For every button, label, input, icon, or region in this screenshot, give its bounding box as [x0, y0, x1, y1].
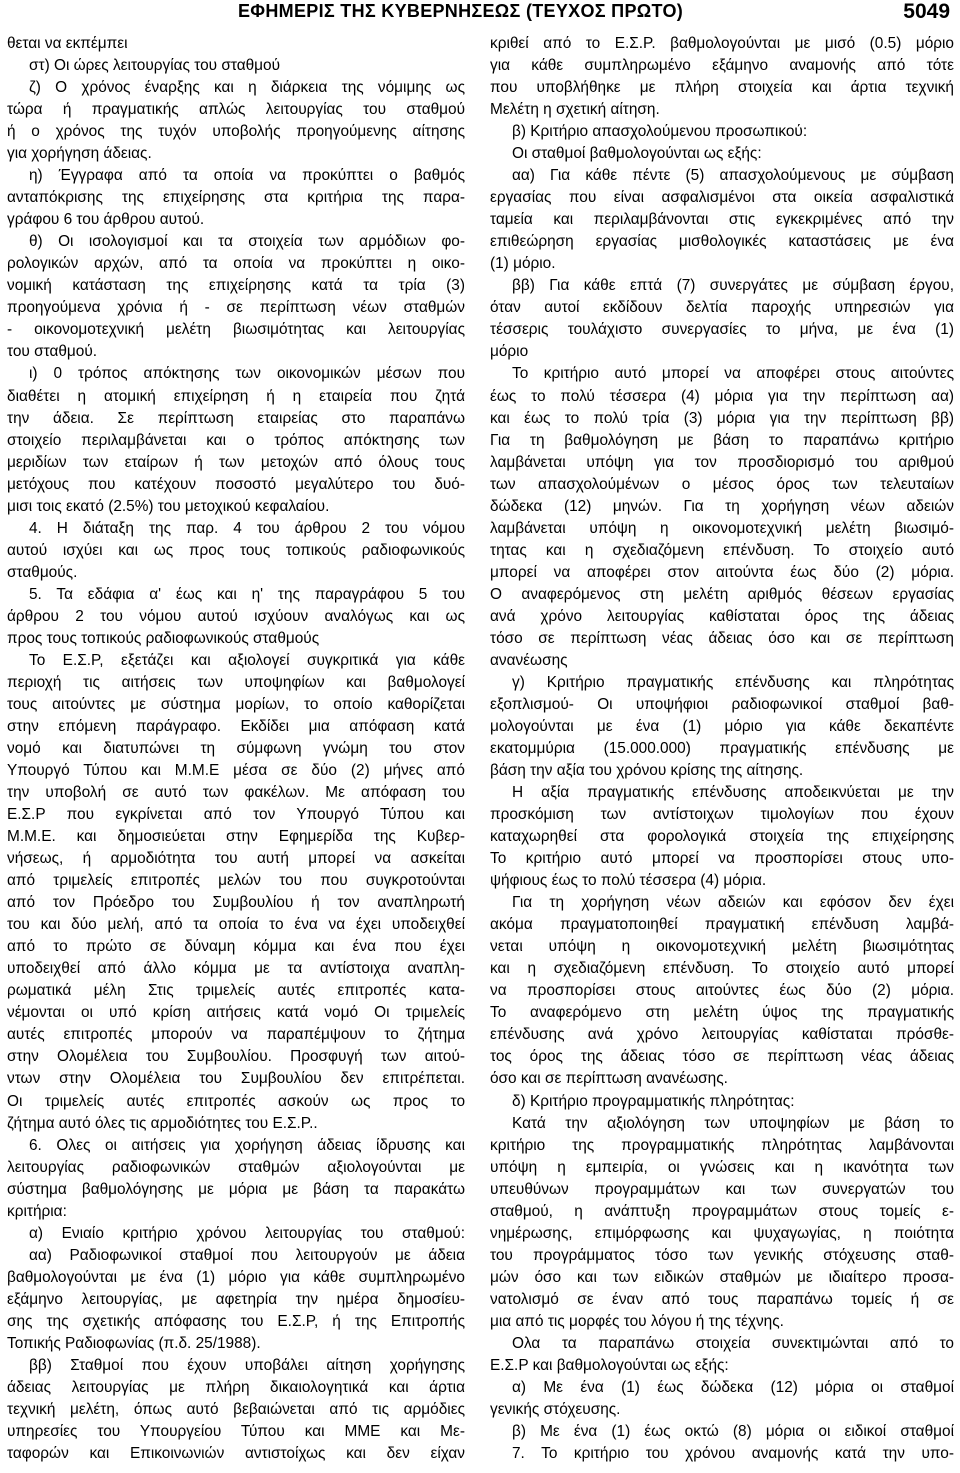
- text-line: Υπουργό Τύπου και Μ.Μ.Ε μέσα σε δύο (2) μήνες από: [7, 762, 465, 780]
- text-line: στην Ολομέλεια του Συμβουλίου. Προσφυγή των αιτού-: [7, 1048, 465, 1066]
- text-line: υποδειχθεί από άλλο κόμμα με τα αντίστοιχα αναπλη-: [7, 960, 465, 978]
- text-line: ντων στην Ολομέλεια του Συμβουλίου δεν επιτρέπεται.: [7, 1070, 465, 1088]
- text-line: εξοπλισμού- Οι υποψήφιοι ραδιοφωνικοί σταθμοί βαθ-: [490, 695, 954, 713]
- text-line: νομική κατάσταση της επιχείρησης κατά τα τρία (3): [7, 277, 465, 295]
- text-line: σης της σχετικής απόφασης του Ε.Σ.Ρ, ή της Επιτροπής: [7, 1312, 465, 1330]
- text-line: Για τη χορήγηση νέων αδειών και εφόσον δεν έχει: [512, 894, 954, 912]
- text-line: του και δύο μελή, από τα οποία το ένα να έχει υποδειχθεί: [7, 916, 465, 934]
- text-line: εκατομμύρια (15.000.000) πραγματικής επένδυσης με: [490, 740, 954, 757]
- text-line: την υποβολή σε αυτό των φακέλων. Με απόφαση του: [7, 784, 465, 802]
- text-line: νατολισμό σε έναν από τους παραπάνω τομείς ή σε: [490, 1290, 954, 1308]
- text-line: ανά χρόνο λειτουργίας καθίσταται όρος της άδειας: [490, 607, 954, 625]
- text-line: να προσπορίσει στους αιτούντες έως δύο (2) μόρια.: [490, 982, 954, 1000]
- text-line: την άδεια. Σε περίπτωση εταιρείας στο παραπάνω: [7, 409, 465, 427]
- text-line: μόριο: [490, 343, 529, 361]
- text-line: Ε.Σ.Ρ και βαθμολογούνται ως εξής:: [490, 1356, 729, 1374]
- text-line: Τοπικής Ραδιοφωνίας (π.δ. 25/1988).: [7, 1334, 261, 1352]
- text-line: λειτουργίας ραδιοφωνικών σταθμών αξιολογούνται με: [7, 1158, 465, 1176]
- text-line: προηγούμενα χρόνια ή - σε περίπτωση νέων σταθμών: [7, 299, 465, 317]
- text-line: - οικονομοτεχνική μελέτη βιωσιμότητας και λειτουργίας: [7, 321, 465, 339]
- page-header: [0, 0, 960, 34]
- text-line: Μελέτη η σχετική αίτηση.: [490, 101, 660, 119]
- text-line: νέμονται οι υπό κρίση αιτήσεις κατά νομό Οι τριμελείς: [7, 1004, 465, 1022]
- text-line: προσκόμιση των αντίστοιχων τιμολογίων που έχουν: [490, 806, 954, 824]
- text-line: προς τους τοπικούς ραδιοφωνικούς σταθμούς: [7, 629, 320, 647]
- text-line: ρολογικών αρχών, από τα οποία να προκύπτει η οικο-: [7, 255, 465, 273]
- text-line: όταν αυτοί εκδίδουν δελτία παροχής υπηρεσιών για: [490, 299, 954, 317]
- text-line: ι) 0 τρόπος απόκτησης των οικονομικών μέσων που: [29, 365, 465, 383]
- text-line: του σταθμού.: [7, 343, 98, 361]
- text-line: ταμεία και περιλαμβάνονται στις εγκεκριμένες από την: [490, 211, 954, 229]
- page-number: 5049: [903, 0, 950, 23]
- gazette-title: ΕΦΗΜΕΡΙΣ ΤΗΣ ΚΥΒΕΡΝΗΣΕΩΣ (ΤΕΥΧΟΣ ΠΡΩΤΟ): [238, 1, 684, 21]
- text-line: αα) Για κάθε πέντε (5) απασχολούμενους με σύμβαση: [512, 167, 954, 185]
- text-line: αυτού ισχύει και ως προς τους τοπικούς ραδιοφωνικούς: [7, 541, 465, 559]
- text-line: βάση την αξία του χρόνου κρίσης της αίτησης.: [490, 762, 804, 780]
- text-line: ψήφιους έως το πολύ τέσσερα (4) μόρια.: [490, 872, 767, 890]
- text-line: τητας και η σχεδιαζόμενη επένδυση. Το στοιχείο αυτό: [490, 541, 954, 559]
- text-line: Κατά την αξιολόγηση των υποψηφίων με βάση το: [512, 1114, 954, 1132]
- text-line: Ολα τα παραπάνω στοιχεία συνεκτιμώνται από το: [512, 1334, 954, 1352]
- text-line: λαμβάνεται υπόψη για τον προσδιορισμό του αριθμού: [490, 453, 954, 471]
- text-line: γ) Κριτήριο πραγματικής επένδυσης και πληρότητας: [512, 673, 954, 691]
- text-line: υπόψη η εμπειρία, οι γνώσεις και η ικανότητα των: [490, 1158, 954, 1176]
- text-line: κριθεί από το Ε.Σ.Ρ. βαθμολογούνται με μισό (0.5) μόριο: [490, 35, 954, 52]
- text-line: γενικής στόχευσης.: [490, 1400, 621, 1418]
- text-line: για χορήγηση άδειας.: [7, 145, 152, 163]
- text-line: τος όρος της άδειας τόσο σε περίπτωση νέας άδειας: [490, 1048, 954, 1066]
- text-line: κριτήρια:: [7, 1202, 67, 1220]
- text-line: 7. Το κριτήριο του χρόνου αναμονής κατά την υπο-: [512, 1445, 954, 1462]
- text-line: Το αναφερόμενο στη μελέτη ύψος της πραγματικής: [490, 1004, 954, 1022]
- text-line: ακόμα πραγματοποιηθεί πραγματική επένδυση λαμβά-: [490, 916, 954, 934]
- text-line: δώδεκα (12) μηνών. Για τη χορήγηση νέων αδειών: [490, 497, 954, 515]
- text-line: επιθεώρηση εργασίας μισθολογικές καταστάσεις με ένα: [490, 233, 954, 251]
- text-line: για κάθε συμπληρωμένο εξάμηνο αναμονής από τότε: [490, 57, 954, 75]
- text-line: ζήτημα αυτό όλες τις αρμοδιότητες του Ε.Σ.Ρ..: [7, 1114, 318, 1132]
- text-line: Ο αναφερόμενος στη μελέτη αριθμός θέσεων εργασίας: [490, 585, 954, 603]
- text-line: τους αιτούντες με σύστημα μορίων, το οποίο καθορίζεται: [7, 695, 465, 713]
- text-line: από τον Πρόεδρο του Συμβουλίου ή τον αναπληρωτή: [7, 894, 465, 912]
- text-line: η) Έγγραφα από τα οποία να προκύπτει ο βαθμός: [29, 167, 465, 185]
- text-line: Ε.Σ.Ρ που εγκρίνεται από τον Υπουργό Τύπου και: [7, 806, 465, 824]
- text-line: νεται υπόψη η οικονομοτεχνική μελέτη βιωσιμότητας: [490, 938, 954, 956]
- text-line: ή ο χρόνος της τυχόν υποβολής προηγούμενης αίτησης: [7, 123, 465, 141]
- text-line: επένδυσης ανά χρόνο λειτουργίας καθίσταται πρόσθε-: [490, 1026, 954, 1044]
- text-line: σταθμού, η ανάπτυξη προγραμμάτων στους τομείς ε-: [490, 1202, 954, 1220]
- text-line: ανανέωσης: [490, 651, 568, 669]
- text-line: κριτήριο της προγραμματικής πληρότητας λαμβάνονται: [490, 1136, 954, 1154]
- text-line: αυτές επιτροπές μπορούν να παραπέμψουν το ζήτημα: [7, 1026, 465, 1044]
- text-line: έως το πολύ τέσσερα (4) μόρια για την περίπτωση αα): [490, 387, 954, 405]
- text-line: μολογούνται με ένα (1) μόριο για κάθε δεκαπέντε: [490, 717, 954, 735]
- text-line: θεται να εκπέμπει: [7, 35, 128, 52]
- text-line: ρωματικά μέλη Στις τριμελείς αυτές επιτροπές κατα-: [7, 982, 465, 1000]
- text-line: μια από τις μορφές του λόγου ή της τέχνης.: [490, 1312, 784, 1330]
- text-line: τέσσερις τουλάχιστο συνεργασίες το μήνα, με ένα (1): [490, 321, 954, 339]
- text-line: Το Ε.Σ.Ρ, εξετάζει και αξιολογεί συγκριτικά για κάθε: [29, 651, 465, 669]
- text-line: στην επόμενη παράγραφο. Εκδίδει μια απόφαση κατά: [7, 717, 465, 735]
- text-line: υπευθύνων προγραμμάτων και των συνεργατών του: [490, 1180, 954, 1198]
- text-line: άδειας λειτουργίας με πλήρη δικαιολογητικά και άρτια: [7, 1378, 465, 1396]
- right-text-column: [490, 33, 954, 1465]
- text-line: από το πρώτο σε δύναμη κόμμα και ένα που έχει: [7, 938, 465, 956]
- text-line: μισι τοις εκατό (2.5%) του μετοχικού κεφαλαίου.: [7, 497, 330, 515]
- text-line: τεχνική μελέτη, όπως αυτό βεβαιώνεται από τις αρμόδιες: [7, 1400, 465, 1418]
- text-line: ανταπόκρισης της επιχείρησης στα κριτήρια της παρα-: [7, 189, 465, 207]
- text-line: τώρα ή πραγματικής απλώς λειτουργίας του σταθμού: [7, 101, 465, 119]
- text-line: περιοχή τις αιτήσεις των υποψηφίων και βαθμολογεί: [7, 673, 465, 691]
- text-line: β) Με ένα (1) έως οκτώ (8) μόρια οι ειδικοί σταθμοί: [512, 1422, 954, 1440]
- text-line: 4. Η διάταξη της παρ. 4 του άρθρου 2 του νόμου: [29, 519, 465, 537]
- text-line: από τριμελείς επιτροπές μελών του που συγκροτούνται: [7, 872, 465, 890]
- text-line: α) Με ένα (1) έως δώδεκα (12) μόρια οι σταθμοί: [512, 1378, 954, 1396]
- text-line: καταχωρηθεί στα φορολογικά στοιχεία της επιχείρησης: [490, 828, 954, 846]
- text-line: ζ) Ο χρόνος έναρξης και η διάρκεια της νόμιμης ως: [29, 79, 465, 97]
- left-text-column: [7, 33, 465, 1465]
- text-line: αα) Ραδιοφωνικοί σταθμοί που λειτουργούν με άδεια: [29, 1246, 465, 1264]
- text-line: Οι τριμελείς αυτές επιτροπές ασκούν ως προς το: [7, 1092, 465, 1110]
- text-line: μών όσο και των ειδικών σταθμών με ιδιαίτερο προσα-: [490, 1268, 954, 1286]
- text-line: δ) Κριτήριο προγραμματικής πληρότητας:: [512, 1092, 795, 1110]
- text-line: Το κριτήριο αυτό μπορεί να αποφέρει στους αιτούντες: [512, 365, 954, 383]
- text-line: μεριδίων των εταίρων ή των μετοχών από όλους τους: [7, 453, 465, 471]
- text-line: 6. Ολες οι αιτήσεις για χορήγηση άδειας ίδρυσης και: [29, 1136, 465, 1154]
- text-line: σύστημα βαθμολόγησης με μόρια με βάση τα παρακάτω: [7, 1180, 465, 1198]
- text-line: υπηρεσίες του Υπουργείου Τύπου και ΜΜΕ και Με-: [7, 1422, 465, 1440]
- text-line: και η σχεδιαζόμενη επένδυση. Το στοιχείο αυτό μπορεί: [490, 960, 954, 978]
- text-line: άρθρου 2 του νόμου αυτού ισχύουν αναλόγως και ως: [7, 607, 465, 625]
- text-line: διαθέτει η ατομική επιχείρηση ή η εταιρεία που ζητά: [7, 387, 465, 405]
- text-line: εργασίας που είναι ασφαλισμένοι στα οικεία ασφαλιστικά: [490, 189, 954, 207]
- text-line: στ) Οι ώρες λειτουργίας του σταθμού: [29, 57, 281, 75]
- text-line: όσο και σε περίπτωση ανανέωσης.: [490, 1070, 728, 1088]
- text-line: β) Κριτήριο απασχολούμενου προσωπικού:: [512, 123, 808, 141]
- text-line: τόσο σε περίπτωση νέας άδειας όσο και σε περίπτωση: [490, 629, 954, 647]
- text-line: νημέρωσης, επιμόρφωσης και ψυχαγωγίας, η ποιότητα: [490, 1224, 954, 1242]
- text-line: σταθμούς.: [7, 563, 78, 581]
- text-line: των απασχολούμένων ο μέσος όρος των τελευταίων: [490, 475, 954, 493]
- text-line: βαθμολογούνται με ένα (1) μόριο για κάθε συμπληρωμένο: [7, 1268, 465, 1286]
- text-line: θ) Οι ισολογισμοί και τα στοιχεία των αρμόδιων φο-: [29, 233, 465, 251]
- text-line: στοιχείο περιλαμβάνεται και ο τρόπος απόκτησης των: [7, 431, 465, 449]
- text-line: νομό και διατυπώνει τη σύμφωνη γνώμη του στον: [7, 740, 465, 757]
- text-line: μετόχους που κατέχουν ποσοστό μεγαλύτερο του δυό-: [7, 475, 465, 493]
- text-line: Μ.Μ.Ε. και δημοσιεύεται στην Εφημερίδα της Κυβερ-: [7, 828, 465, 846]
- text-line: α) Ενιαίο κριτήριο χρόνου λειτουργίας του σταθμού:: [29, 1224, 465, 1242]
- text-line: εξάμηνο λειτουργίας, με αφετηρία την ημέρα δημοσίευ-: [7, 1290, 465, 1308]
- text-line: νήσεως, ή αρμοδιότητα του αυτή μπορεί να ασκείται: [7, 850, 465, 868]
- text-line: και έως το πολύ τρία (3) μόρια για την περίπτωση ββ): [490, 409, 954, 427]
- text-line: Για τη βαθμολόγηση με βάση το παραπάνω κριτήριο: [490, 431, 954, 449]
- text-line: του προγράμματος τόσο των γενικής στόχευσης σταθ-: [490, 1246, 954, 1264]
- text-line: λαμβάνεται υπόψη η οικονομοτεχνική μελέτη βιωσιμό-: [490, 519, 954, 537]
- text-line: ββ) Για κάθε επτά (7) συνεργάτες με σύμβαση έργου,: [512, 277, 954, 295]
- text-line: ββ) Σταθμοί που έχουν υποβάλει αίτηση χορήγησης: [29, 1356, 465, 1374]
- text-line: ταφορών και Επικοινωνιών αντιστοίχως και δεν είχαν: [7, 1445, 465, 1462]
- text-line: 5. Τα εδάφια α' έως και η' της παραγράφου 5 του: [29, 585, 465, 603]
- text-line: μπορεί να αποφέρει στον αιτούντα έως δύο (2) μόρια.: [490, 563, 954, 581]
- text-line: Το κριτήριο αυτό μπορεί να προσπορίσει στους υπο-: [490, 850, 954, 868]
- text-line: (1) μόριο.: [490, 255, 556, 273]
- text-line: Η αξία πραγματικής επένδυσης αποδεικνύεται με την: [512, 784, 954, 802]
- text-line: που υποβλήθηκε με πλήρη στοιχεία και άρτια τεχνική: [490, 79, 954, 97]
- text-line: Οι σταθμοί βαθμολογούνται ως εξής:: [512, 145, 762, 163]
- text-line: γράφου 6 του άρθρου αυτού.: [7, 211, 205, 229]
